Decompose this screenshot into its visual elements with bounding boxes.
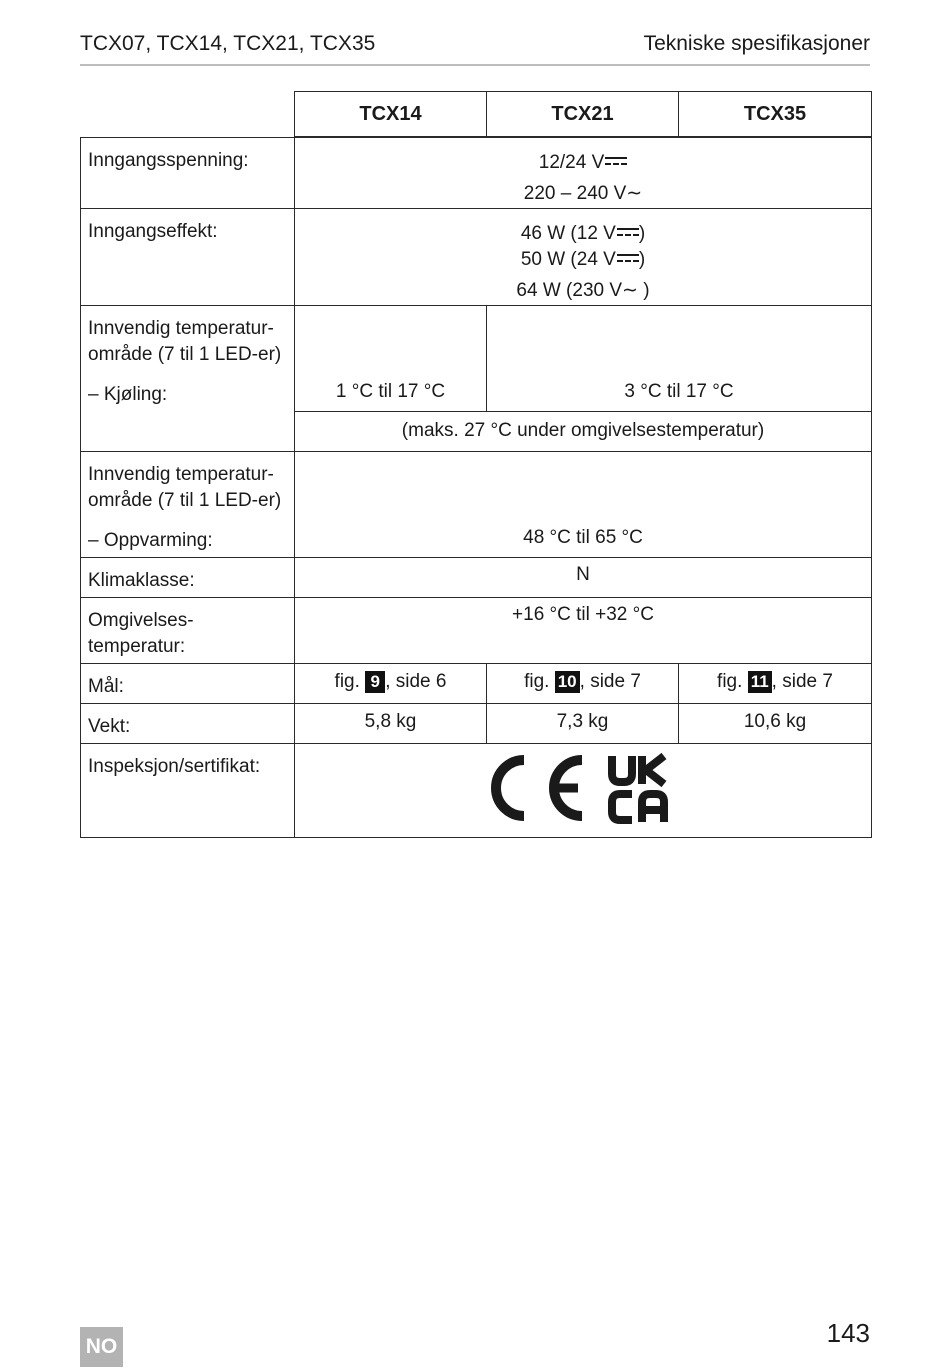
ac-symbol-icon: ∼ [622,279,644,301]
page-number: 143 [826,1318,870,1348]
input-voltage-dc: 12/24 V [538,152,605,173]
figure-number-badge: 10 [555,671,580,693]
cooling-tcx14: 1 °C til 17 °C [295,305,487,411]
row-label-dimensions: Mål: [81,663,295,703]
input-power-230v: 64 W (230 V [516,279,623,301]
dc-symbol-icon [617,252,639,264]
row-label-cooling: Innvendig temperatur- område (7 til 1 LED-er) – Kjøling: [81,305,295,451]
ce-ukca-marks [488,752,678,824]
row-label-input-power: Inngangseffekt: [81,208,295,305]
header-blank-cell [81,92,295,138]
dimensions-tcx21: fig. 10 , side 7 [487,663,679,703]
specifications-table [80,91,872,838]
table-row-input-voltage [81,137,872,208]
dimensions-tcx14: fig. 9 , side 6 [295,663,487,703]
header-section-title: Tekniske spesifikasjoner [643,32,870,55]
table-row-cooling [81,305,872,411]
cooling-note: (maks. 27 °C under omgivelsestemperatur) [295,411,872,451]
dc-symbol-icon [605,155,627,167]
certification-marks [295,743,872,837]
climate-class-value: N [295,557,872,597]
row-label-certification: Inspeksjon/sertifikat: [81,743,295,837]
row-label-weight: Vekt: [81,703,295,743]
ukca-mark-icon [612,756,664,822]
table-row-certification [81,743,872,837]
column-header-tcx35: TCX35 [679,92,872,138]
weight-tcx21: 7,3 kg [487,703,679,743]
input-power-value: 46 W (12 V ) 50 W (24 V ) 64 W (230 V∼ ) [295,208,872,305]
row-label-climate-class: Klimaklasse: [81,557,295,597]
input-voltage-ac: 220 – 240 V [523,183,627,204]
dimensions-tcx35: fig. 11 , side 7 [679,663,872,703]
table-row-ambient-temperature [81,597,872,663]
table-row-input-power [81,208,872,305]
table-row-climate-class [81,557,872,597]
language-badge: NO [80,1327,123,1367]
ac-symbol-icon: ∼ [626,183,643,204]
header-models: TCX07, TCX14, TCX21, TCX35 [80,32,376,55]
table-row-weight [81,703,872,743]
weight-tcx14: 5,8 kg [295,703,487,743]
table-row-heating [81,451,872,557]
table-row-dimensions [81,663,872,703]
table-header-row [81,92,872,138]
ambient-temperature-value: +16 °C til +32 °C [295,597,872,663]
figure-number-badge: 9 [365,671,385,693]
input-power-12v: 46 W (12 V [520,222,616,244]
row-label-ambient-temperature: Omgivelses- temperatur: [81,597,295,663]
heating-value: 48 °C til 65 °C [295,451,872,557]
dc-symbol-icon [617,226,639,238]
row-label-heating: Innvendig temperatur- område (7 til 1 LED-er) – Oppvarming: [81,451,295,557]
figure-number-badge: 11 [748,671,772,693]
column-header-tcx21: TCX21 [487,92,679,138]
page-header [80,30,870,66]
cooling-tcx21-tcx35: 3 °C til 17 °C [487,305,872,411]
input-voltage-value [295,137,872,208]
column-header-tcx14: TCX14 [295,92,487,138]
ce-mark-icon [496,760,582,816]
row-label-input-voltage: Inngangsspenning: [81,137,295,208]
weight-tcx35: 10,6 kg [679,703,872,743]
input-power-24v: 50 W (24 V [520,248,616,270]
